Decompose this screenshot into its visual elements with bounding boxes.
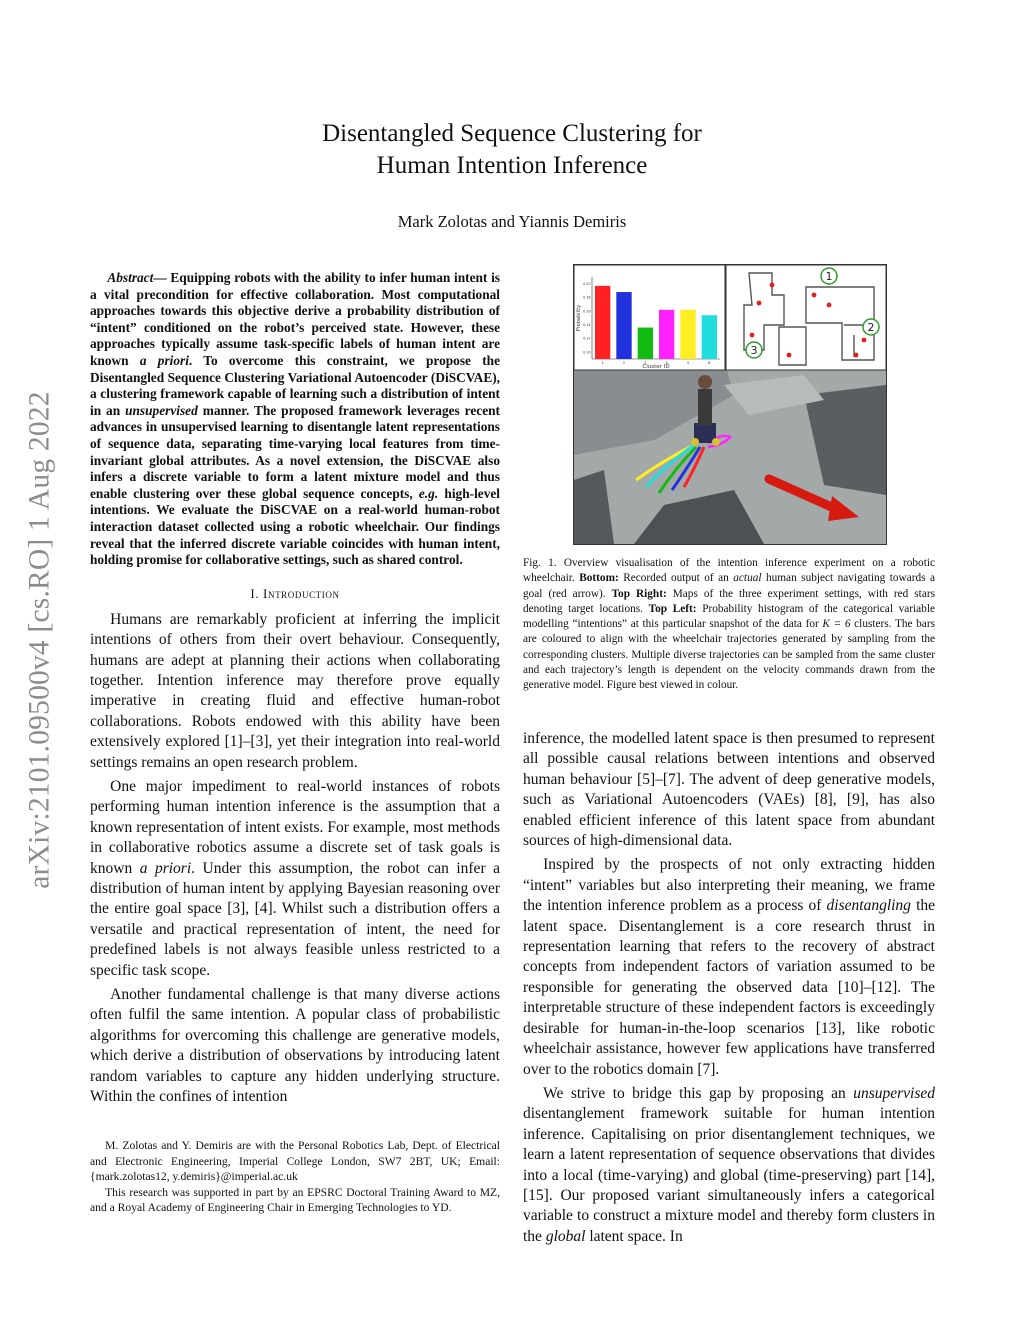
intro-paragraph-2 [90, 777, 500, 981]
histogram-bar-2 [616, 292, 631, 359]
left-column [90, 270, 500, 1111]
map-label-1 [821, 268, 837, 284]
map-label-3 [746, 342, 762, 358]
right-p3-text-b: disentanglement framework suitable for human intention inference. Capitalising on prior disentanglement techniques, we learn a latent representation of sequence observations that divides into a local (time-varying) and global (time-preserving) part [14], [15]. Our proposed variant simultaneously infers a categorical variable to construct a mixture model and thereby form clusters in the [523, 1105, 935, 1245]
histogram-y-label: Probability [576, 304, 582, 332]
intro-paragraph-3: Another fundamental challenge is that many diverse actions often fulfil the same intention. A popular class of probabilistic algorithms for overcoming this challenge are generative models, which derive a distribution of observations by introducing latent random variables to capture any hidden underlying structure. Within the confines of intention [90, 986, 500, 1106]
histogram-y-tick: 0.10 [582, 350, 591, 355]
abstract-label: Abstract [107, 270, 154, 285]
intro-p2-apriori: a priori [139, 859, 192, 877]
title-line-1: Disentangled Sequence Clustering for [322, 120, 702, 147]
caption-text-5: Probability histogram of the categorical variable modelling “intentions” at this particular snapshot of the data for [523, 602, 935, 631]
maps-panel [726, 265, 886, 370]
target-star [862, 338, 867, 343]
map-number-2: 2 [867, 321, 875, 334]
histogram-y-tick: 0.12 [582, 336, 591, 341]
caption-bottom-label: Bottom: [579, 572, 619, 585]
figure-1-graphic [574, 265, 886, 544]
section-heading-introduction: I. Introduction [250, 585, 340, 601]
figure-1-caption [523, 556, 935, 694]
caption-k-value: K = 6 [822, 618, 851, 631]
caption-text-2: Recorded output of an [618, 572, 734, 585]
wheel-left [691, 438, 699, 446]
footnotes [90, 1138, 500, 1216]
histogram-bar-5 [680, 310, 695, 359]
caption-text-3: human subject navigating towards a goal (red arrow). [523, 572, 936, 600]
abstract-text-4: high-level intentions. We evaluate the DiSCVAE on a real-world human-robot interaction dataset collected using a robotic wheelchair. Our findings reveal that the inferred discrete variable coincides with human intent, holding promise for collaborative settings, such as shared control. [90, 485, 501, 568]
histogram-bar-1 [595, 286, 610, 359]
right-p2-text-b: the latent space. Disentanglement is a core research thrust in representation learning that refers to the recovery of abstract concepts from independent factors of variation assumed to be responsible for generating the observed data [10]–[12]. The interpretable structure of these independent factors is exceedingly desirable for human-in-the-loop scenarios [13], like robotic wheelchair assistance, however few applications have transferred over to the robotics domain [7]. [523, 897, 936, 1078]
right-paragraph-3 [523, 1084, 935, 1247]
histogram-panel [574, 265, 725, 370]
caption-actual: actual [733, 572, 762, 585]
caption-top-right-label: Top Right: [611, 587, 667, 600]
abstract-text-1: Equipping robots with the ability to infer human intent is a vital precondition for effective collaboration. Most computational approaches towards this objective derive a probability distribution of “intent” conditioned on the robot’s perceived state. However, these approaches typically assume task-specific labels of human intent are known [90, 270, 500, 368]
paper-title [0, 118, 1024, 182]
right-paragraph-1: inference, the modelled latent space is then presumed to represent all possible causal relations between intentions and observed human behaviour [5]–[7]. The advent of deep generative models, such as Variational Autoencoders (VAEs) [8], [9], has also enabled efficient inference of this latent space from abundant sources of high-dimensional data. [523, 730, 935, 850]
histogram-y-tick: 0.20 [582, 282, 591, 287]
histogram-x-tick: 2 [622, 361, 626, 365]
histogram-x-tick: 5 [686, 361, 690, 365]
right-p3-text-a: We strive to bridge this gap by proposing an [543, 1084, 854, 1102]
right-p2-disentangling: disentangling [826, 897, 911, 915]
caption-text-1: Overview visualisation of the intention inference experiment on a robotic wheelchair. [523, 557, 935, 585]
intro-p2-text-b: . Under this assumption, the robot can infer a distribution of human intent by applying Bayesian reasoning over the entire goal space [3], [4]. Whilst such a distribution offers a versatile and practical representation of intent, the need for predefined labels is not always feasible unless restricted to a specific task scope. [90, 859, 500, 979]
abstract-unsupervised: unsupervised [125, 402, 198, 418]
map-number-3: 3 [750, 344, 758, 357]
histogram-y-tick: 0.16 [582, 309, 591, 314]
histogram-x-tick: 4 [665, 361, 668, 365]
target-star [854, 353, 859, 358]
histogram-x-tick: 6 [708, 361, 711, 365]
right-p3-global: global [545, 1227, 586, 1245]
right-p3-text-c: latent space. In [585, 1227, 683, 1245]
intro-p2-text-a: One major impediment to real-world instances of robots performing human intention inference is the assumption that a known representation of intent exists. For example, most methods in collaborative robotics assume a discrete set of task goals is known [90, 777, 500, 877]
intro-paragraph-1: Humans are remarkably proficient at inferring the implicit intentions of others from their overt behaviour. Consequently, humans are adept at planning their actions when collaborating together. Intention inference may therefore prove equally imperative in creating fluid and effective human-robot collaborations. Robots endowed with this ability have been extensively explored [1]–[3], yet their integration into real-world settings remains an open research problem. [90, 610, 500, 771]
footnote-funding: This research was supported in part by an EPSRC Doctoral Training Award to MZ, and a Royal Academy of Engineering Chair in Emerging Technologies to YD. [90, 1185, 500, 1215]
target-star [757, 301, 762, 306]
arxiv-identifier: arXiv:2101.09500v4 [cs.RO] 1 Aug 2022 [23, 391, 56, 889]
target-star [827, 303, 832, 308]
histogram-x-tick: 3 [644, 361, 647, 365]
person-body [698, 389, 712, 425]
histogram-y-tick: 0.14 [582, 323, 591, 328]
histogram-x-label: Cluster ID [642, 364, 670, 370]
target-star [750, 333, 755, 338]
caption-top-left-label: Top Left: [648, 602, 697, 615]
right-p3-unsupervised: unsupervised [853, 1084, 935, 1102]
histogram-y-tick: 0.18 [582, 295, 591, 300]
author-list: Mark Zolotas and Yiannis Demiris [397, 212, 627, 231]
map-label-2 [863, 319, 879, 335]
caption-text-6: clusters. The bars are coloured to align with the wheelchair trajectories generated by sampling from the corresponding clusters. Multiple diverse trajectories can be sampled from the same cluster and each trajectory’s length is dependent on the velocity commands drawn from the generative model. Figure best viewed in colour. [523, 618, 935, 692]
histogram-bar-3 [638, 328, 653, 359]
histogram-x-tick: 1 [601, 361, 604, 365]
title-line-2: Human Intention Inference [376, 152, 648, 179]
figure-1 [573, 264, 887, 545]
histogram-bar-6 [702, 315, 717, 359]
caption-label: Fig. 1. [523, 557, 557, 569]
target-star [787, 353, 792, 358]
abstract-apriori: a priori [139, 352, 189, 368]
target-star [812, 293, 817, 298]
abstract-dash: — [153, 270, 167, 285]
right-column-body [523, 729, 935, 1251]
caption-text-4: Maps of the three experiment settings, with red stars denoting target locations. [523, 587, 935, 615]
abstract-text-2: . To overcome this constraint, we propose the Disentangled Sequence Clustering Variational Autoencoder (DiSCVAE), a clustering framework capable of learning such a distribution of intent in an [90, 352, 500, 418]
person-head [698, 375, 712, 389]
abstract-text-3: manner. The proposed framework leverages recent advances in unsupervised learning to disentangle latent representations of sequence data, separating time-varying local features from time-invariant global attributes. As a novel extension, the DiSCVAE also infers a discrete variable to form a latent mixture model and thus enable clustering over these global sequence concepts, [90, 402, 500, 501]
right-p2-text-a: Inspired by the prospects of not only extracting hidden “intent” variables but also interpreting their meaning, we frame the intention inference problem as a process of [523, 856, 935, 915]
right-paragraph-2 [523, 855, 935, 1079]
map-number-1: 1 [825, 270, 833, 283]
histogram-bar-4 [659, 310, 674, 359]
abstract-eg: e.g. [418, 485, 439, 501]
footnote-affiliation: M. Zolotas and Y. Demiris are with the Personal Robotics Lab, Dept. of Electrical and Electronic Engineering, Imperial College London, SW7 2BT, UK; Email: {mark.zolotas12, y.demiris}@imperial.ac.uk [90, 1139, 500, 1184]
wheel-right [712, 438, 720, 446]
abstract [90, 270, 500, 569]
target-star [770, 283, 775, 288]
